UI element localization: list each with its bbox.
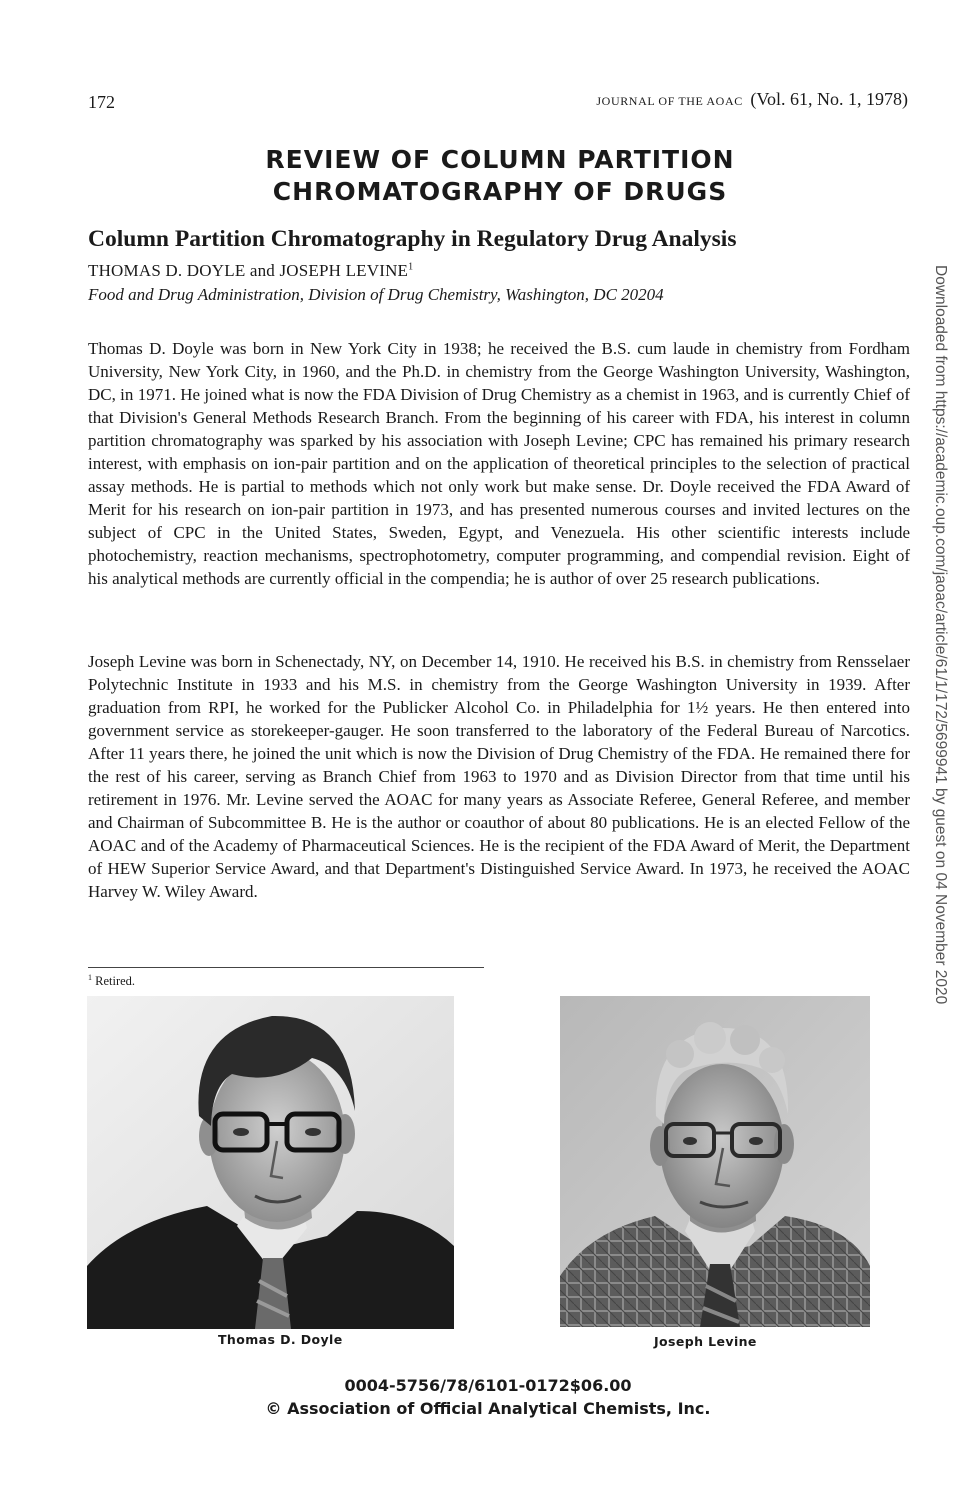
photo-doyle — [87, 996, 454, 1329]
author-footnote-mark: 1 — [408, 261, 414, 273]
bio-doyle: Thomas D. Doyle was born in New York City in 1938; he received the B.S. cum laude in chemistry from Fordham University, New York City, in 1960, and the Ph.D. in chemistry from the George Washington University, Washington, DC, in 1971. He joined what is now the FDA Division of Drug Chemistry as a chemist in 1963, and is currently Chief of that Division's General Methods Research Branch. From the beginning of his career with FDA, his interest in column partition chromatography was sparked by his association with Joseph Levine; CPC has remained his primary research interest, with emphasis on ion-pair partition and on the application of theoretical principles to the selection of practical assay methods. He is partial to methods which not only work but make sense. Dr. Doyle received the FDA Award of Merit for his research on ion-pair partition in 1973, and has presented numerous courses and invited lectures on the subject of CPC in the United States, Sweden, Egypt, and Venezuela. His other scientific interests include photochemistry, reaction mechanisms, spectrophotometry, computer programming, and compendial revision. Eight of his analytical methods are currently official in the compendia; he is author of over 25 research publications. — [88, 339, 910, 588]
download-watermark — [931, 265, 951, 1165]
portrait-doyle-image — [87, 996, 454, 1329]
caption-doyle: Thomas D. Doyle — [218, 1332, 343, 1347]
title-line-2: CHROMATOGRAPHY OF DRUGS — [272, 177, 728, 206]
footnote-rule — [88, 967, 484, 968]
download-watermark-text: Downloaded from https://academic.oup.com/jaoac/article/61/1/172/5699941 by guest on 04 November 2020 — [932, 265, 949, 1005]
copyright: © Association of Official Analytical Chemists, Inc. — [265, 1399, 711, 1418]
author-line — [88, 261, 413, 281]
journal-name: JOURNAL OF THE AOAC — [596, 94, 743, 108]
running-head — [596, 89, 908, 110]
photo-levine — [560, 996, 870, 1327]
author-names: THOMAS D. DOYLE and JOSEPH LEVINE — [88, 261, 409, 280]
bio-levine: Joseph Levine was born in Schenectady, NY, on December 14, 1910. He received his B.S. in chemistry from Rensselaer Polytechnic Institute in 1933 and his M.S. in chemistry from the George Washington University in 1939. After graduation from RPI, he worked for the Publicker Alcohol Co. in Philadelphia for 1½ years. He then entered into government service as storekeeper-gauger. He soon transferred to the laboratory of the Federal Bureau of Narcotics. After 11 years there, he joined the unit which is now the Division of Drug Chemistry of the FDA. He remained there for the rest of his career, serving as Branch Chief from 1963 to 1970 and as Division Director from that time until his retirement in 1976. Mr. Levine served the AOAC for many years as Associate Referee, General Referee, and member and Chairman of Subcommittee B. He is the author or coauthor of about 80 publications. He is an elected Fellow of the AOAC and of the Academy of Pharmaceutical Sciences. He is the recipient of the FDA Award of Merit, the Department of HEW Superior Service Award, and that Department's Distinguished Service Award. In 1973, he received the AOAC Harvey W. Wiley Award. — [88, 652, 910, 901]
footnote — [88, 973, 135, 989]
page-number: 172 — [88, 92, 115, 112]
volume-info: (Vol. 61, No. 1, 1978) — [750, 89, 908, 109]
footnote-mark: 1 — [88, 973, 92, 982]
article-subtitle: Column Partition Chromatography in Regulatory Drug Analysis — [88, 226, 737, 252]
portrait-levine-image — [560, 996, 870, 1327]
article-title — [120, 144, 880, 208]
price-code: 0004-5756/78/6101-0172$06.00 — [344, 1376, 632, 1395]
caption-levine: Joseph Levine — [654, 1334, 757, 1349]
footnote-text: Retired. — [95, 974, 136, 989]
affiliation: Food and Drug Administration, Division of Drug Chemistry, Washington, DC 20204 — [88, 285, 664, 304]
title-line-1: REVIEW OF COLUMN PARTITION — [265, 145, 735, 174]
